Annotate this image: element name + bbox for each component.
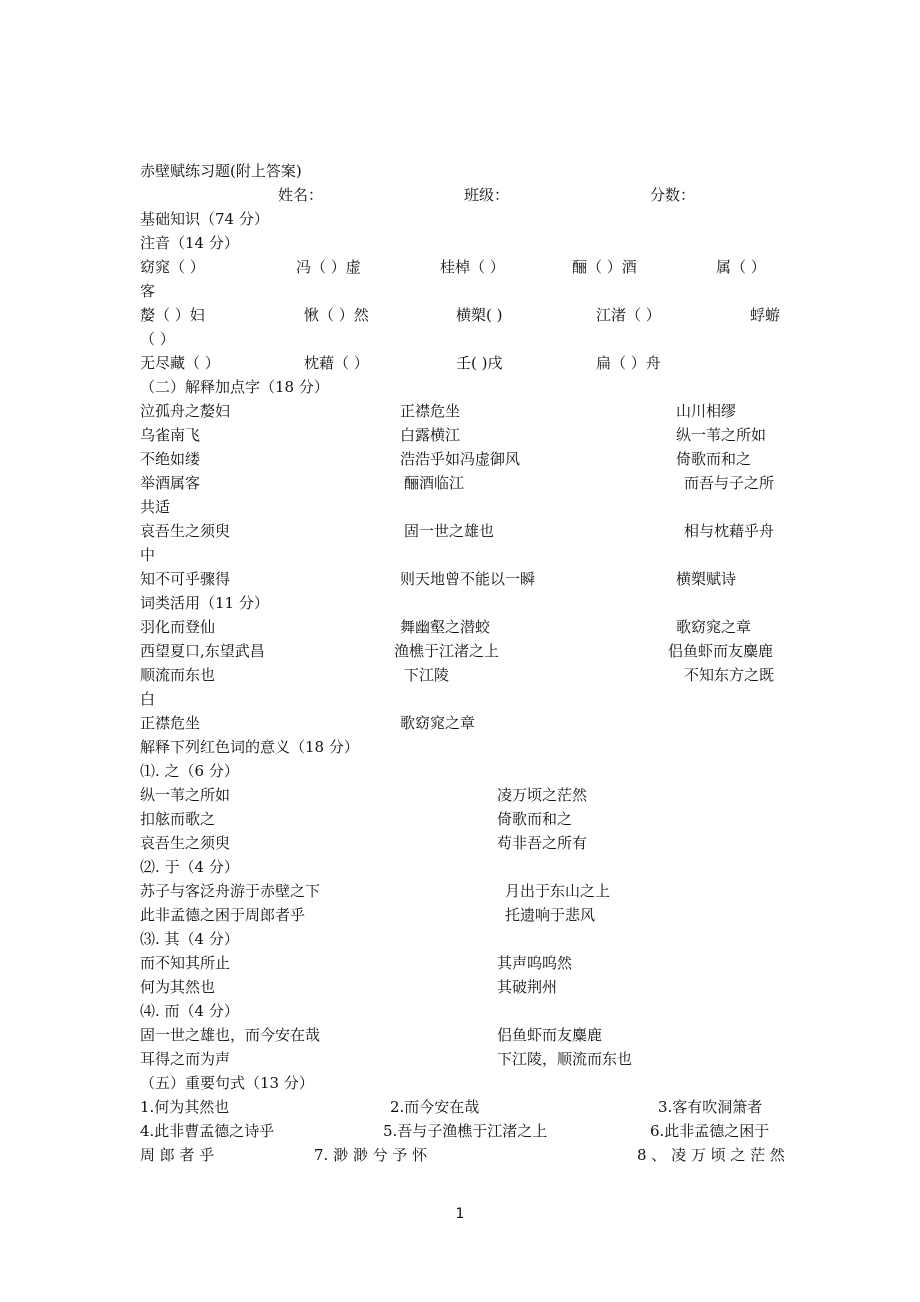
redword-item: 其声呜呜然 bbox=[497, 954, 573, 972]
pinyin-item: 窈窕（ ） bbox=[140, 258, 205, 276]
redword-item: 倚歌而和之 bbox=[497, 810, 573, 828]
redword-item: 苏子与客泛舟游于赤壁之下 bbox=[140, 882, 321, 900]
pinyin-item: 属（ ） bbox=[716, 258, 766, 276]
explain-item-wrap: 共适 bbox=[140, 498, 171, 516]
pinyin-item: 扁（ ）舟 bbox=[596, 354, 661, 372]
explain-item: 不绝如缕 bbox=[140, 450, 201, 468]
pinyin-item: 横槊( ) bbox=[456, 306, 503, 324]
redword-item: 月出于东山之上 bbox=[505, 882, 611, 900]
wordclass-item: 歌窈窕之章 bbox=[676, 618, 752, 636]
redword-item: 纵一苇之所如 bbox=[140, 786, 231, 804]
explain-item: 知不可乎骤得 bbox=[140, 570, 231, 588]
explain-item: 乌雀南飞 bbox=[140, 426, 201, 444]
explain-item: 而吾与子之所 bbox=[684, 474, 775, 492]
sentence-item: 1.何为其然也 bbox=[140, 1098, 230, 1116]
section-wordclass: 词类活用（11 分） bbox=[140, 594, 269, 612]
redword-item: 凌万顷之茫然 bbox=[497, 786, 588, 804]
redword-item: 耳得之而为声 bbox=[140, 1050, 231, 1068]
redword-item: 侣鱼虾而友麋鹿 bbox=[497, 1026, 603, 1044]
sentence-item: 3.客有吹洞箫者 bbox=[658, 1098, 763, 1116]
explain-item: 山川相缪 bbox=[676, 402, 737, 420]
section-pinyin: 注音（14 分） bbox=[140, 234, 239, 252]
wordclass-item: 正襟危坐 bbox=[140, 714, 201, 732]
explain-item: 纵一苇之所如 bbox=[676, 426, 767, 444]
pinyin-item-wrap: 客 bbox=[140, 282, 156, 300]
subsection-er: ⑷. 而（4 分） bbox=[140, 1002, 239, 1020]
explain-item: 固一世之雄也 bbox=[404, 522, 495, 540]
wordclass-item: 歌窈窕之章 bbox=[400, 714, 476, 732]
page-number: 1 bbox=[455, 1206, 465, 1222]
pinyin-item: 愀（ ）然 bbox=[304, 306, 369, 324]
redword-item: 此非孟德之困于周郎者乎 bbox=[140, 906, 306, 924]
pinyin-item: 嫠（ ）妇 bbox=[140, 306, 205, 324]
explain-item: 则天地曾不能以一瞬 bbox=[400, 570, 536, 588]
explain-item-wrap: 中 bbox=[140, 546, 156, 564]
wordclass-item: 不知东方之既 bbox=[684, 666, 775, 684]
explain-item: 举酒属客 bbox=[140, 474, 201, 492]
redword-item: 固一世之雄也，而今安在哉 bbox=[140, 1026, 321, 1044]
redword-item: 而不知其所止 bbox=[140, 954, 231, 972]
pinyin-item: 冯（ ）虚 bbox=[296, 258, 361, 276]
section-sentences: （五）重要句式（13 分） bbox=[140, 1074, 314, 1092]
wordclass-item: 西望夏口,东望武昌 bbox=[140, 642, 265, 660]
explain-item: 相与枕藉乎舟 bbox=[684, 522, 775, 540]
sentence-item: 6.此非孟德之困于 bbox=[650, 1122, 770, 1140]
redword-item: 其破荆州 bbox=[497, 978, 558, 996]
sentence-item: 周 郎 者 乎 bbox=[140, 1146, 215, 1164]
explain-item: 白露横江 bbox=[400, 426, 461, 444]
redword-item: 何为其然也 bbox=[140, 978, 216, 996]
subsection-qi: ⑶. 其（4 分） bbox=[140, 930, 239, 948]
sentence-item: 8 、 凌 万 顷 之 茫 然 bbox=[637, 1146, 785, 1164]
subsection-yu: ⑵. 于（4 分） bbox=[140, 858, 239, 876]
class-label: 班级： bbox=[464, 186, 510, 204]
pinyin-item-wrap: （ ） bbox=[140, 330, 175, 348]
subsection-zhi: ⑴. 之（6 分） bbox=[140, 762, 239, 780]
wordclass-item: 羽化而登仙 bbox=[140, 618, 216, 636]
pinyin-item: 枕藉（ ） bbox=[304, 354, 369, 372]
doc-title: 赤壁赋练习题(附上答案) bbox=[140, 162, 302, 180]
explain-item: 酾酒临江 bbox=[404, 474, 465, 492]
score-label: 分数： bbox=[650, 186, 696, 204]
explain-item: 浩浩乎如冯虚御风 bbox=[400, 450, 521, 468]
explain-item: 横槊赋诗 bbox=[676, 570, 737, 588]
redword-item: 哀吾生之须臾 bbox=[140, 834, 231, 852]
sentence-item: 5.吾与子渔樵于江渚之上 bbox=[383, 1122, 548, 1140]
pinyin-item: 壬( )戌 bbox=[456, 354, 503, 372]
redword-item: 扣舷而歌之 bbox=[140, 810, 216, 828]
pinyin-item: 桂棹（ ） bbox=[440, 258, 505, 276]
redword-item: 下江陵，顺流而东也 bbox=[497, 1050, 633, 1068]
sentence-item: 7. 渺 渺 兮 予 怀 bbox=[314, 1146, 428, 1164]
explain-item: 泣孤舟之嫠妇 bbox=[140, 402, 231, 420]
section-basic: 基础知识（74 分） bbox=[140, 210, 269, 228]
redword-item: 苟非吾之所有 bbox=[497, 834, 588, 852]
wordclass-item: 渔樵于江渚之上 bbox=[394, 642, 500, 660]
explain-item: 正襟危坐 bbox=[400, 402, 461, 420]
sentence-item: 2.而今安在哉 bbox=[390, 1098, 480, 1116]
wordclass-item: 顺流而东也 bbox=[140, 666, 216, 684]
pinyin-item: 酾（ ）酒 bbox=[572, 258, 637, 276]
wordclass-item: 舞幽壑之潜蛟 bbox=[400, 618, 491, 636]
explain-item: 哀吾生之须臾 bbox=[140, 522, 231, 540]
redword-item: 托遗响于悲风 bbox=[505, 906, 596, 924]
explain-item: 倚歌而和之 bbox=[676, 450, 752, 468]
name-label: 姓名： bbox=[278, 186, 324, 204]
wordclass-item: 下江陵 bbox=[404, 666, 450, 684]
pinyin-item: 蜉蝣 bbox=[750, 306, 781, 324]
section-explain: （二）解释加点字（18 分） bbox=[140, 378, 329, 396]
pinyin-item: 无尽藏（ ） bbox=[140, 354, 220, 372]
pinyin-item: 江渚（ ） bbox=[596, 306, 661, 324]
wordclass-item-wrap: 白 bbox=[140, 690, 156, 708]
section-redwords: 解释下列红色词的意义（18 分） bbox=[140, 738, 359, 756]
sentence-item: 4.此非曹孟德之诗乎 bbox=[140, 1122, 275, 1140]
wordclass-item: 侣鱼虾而友麋鹿 bbox=[668, 642, 774, 660]
